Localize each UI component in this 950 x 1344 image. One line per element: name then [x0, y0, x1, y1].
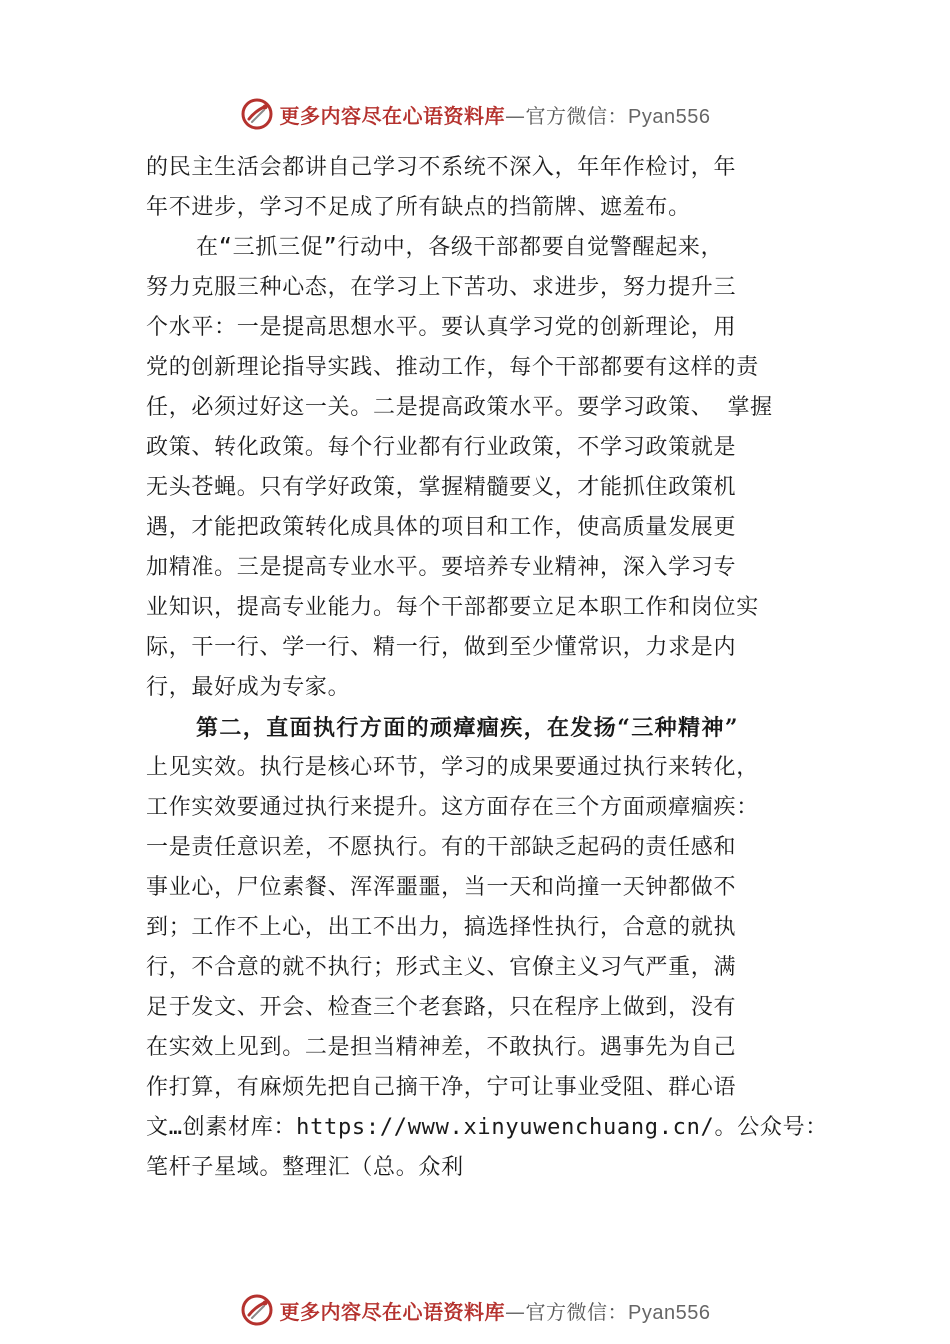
- section-heading-line: 第二，直面执行方面的顽瘴痼疾，在发扬“三种精神”: [196, 715, 739, 741]
- body-text-line: 到；工作不上心，出工不出力，搞选择性执行，合意的就执: [146, 915, 737, 940]
- body-text-line: 遇，才能把政策转化成具体的项目和工作，使高质量发展更: [146, 515, 737, 540]
- body-text-line: 努力克服三种心态，在学习上下苦功、求进步，努力提升三: [146, 275, 737, 300]
- body-text-line: 际，干一行、学一行、精一行，做到至少懂常识，力求是内: [146, 635, 737, 660]
- header-wechat-id: Pyan556: [628, 105, 711, 128]
- body-text-line: 加精准。三是提高专业水平。要培养专业精神，深入学习专: [146, 555, 737, 580]
- body-text-line: 业知识，提高专业能力。每个干部都要立足本职工作和岗位实: [146, 595, 759, 620]
- body-text-line: 个水平：一是提高思想水平。要认真学习党的创新理论，用: [146, 315, 737, 340]
- footer-dash: —: [505, 1299, 526, 1324]
- footer-wechat-label: 官方微信：: [525, 1299, 629, 1324]
- body-text-line: 工作实效要通过执行来提升。这方面存在三个方面顽瘴痼疾：: [146, 795, 759, 820]
- body-text-line: 作打算，有麻烦先把自己摘干净，宁可让事业受阻、群心语: [146, 1075, 737, 1100]
- body-text-line: 上见实效。执行是核心环节，学习的成果要通过执行来转化，: [146, 755, 759, 780]
- body-text-line: 行，最好成为专家。: [146, 675, 351, 700]
- body-text-line: 在“三抓三促”行动中，各级干部都要自觉警醒起来，: [196, 235, 724, 260]
- header-brand-text: 更多内容尽在心语资料库: [279, 103, 506, 128]
- body-text-line: 年不进步，学习不足成了所有缺点的挡箭牌、遮羞布。: [146, 195, 691, 220]
- body-text-line: 足于发文、开会、检查三个老套路，只在程序上做到，没有: [146, 995, 737, 1020]
- header-dash: —: [505, 103, 526, 128]
- body-text-line: 行，不合意的就不执行；形式主义、官僚主义习气严重，满: [146, 955, 737, 980]
- body-text-line: 事业心，尸位素餐、浑浑噩噩，当一天和尚撞一天钟都做不: [146, 875, 737, 900]
- footer-brand-text: 更多内容尽在心语资料库: [279, 1299, 506, 1324]
- document-body: [146, 148, 836, 1188]
- header-banner: [0, 94, 950, 134]
- header-wechat-label: 官方微信：: [525, 103, 629, 128]
- body-text-line: 党的创新理论指导实践、推动工作，每个干部都要有这样的责: [146, 355, 759, 380]
- brand-logo-icon: [240, 1293, 274, 1327]
- body-text-line: 任，必须过好这一关。二是提高政策水平。要学习政策、 掌握: [146, 395, 773, 420]
- body-text-line: 政策、转化政策。每个行业都有行业政策，不学习政策就是: [146, 435, 737, 460]
- body-text-line: 笔杆子星域。整理汇（总。众利: [146, 1155, 464, 1180]
- body-text-line: 无头苍蝇。只有学好政策，掌握精髓要义，才能抓住政策机: [146, 475, 737, 500]
- body-text-line: 的民主生活会都讲自己学习不系统不深入，年年作检讨，年: [146, 155, 737, 180]
- footer-wechat-id: Pyan556: [628, 1301, 711, 1324]
- body-text-line: 一是责任意识差，不愿执行。有的干部缺乏起码的责任感和: [146, 835, 737, 860]
- body-text-line: 文…创素材库：https://www.xinyuwenchuang.cn/。公众号：: [146, 1115, 828, 1140]
- brand-logo-icon: [240, 97, 274, 131]
- footer-banner: [0, 1290, 950, 1330]
- body-text-line: 在实效上见到。二是担当精神差，不敢执行。遇事先为自己: [146, 1035, 737, 1060]
